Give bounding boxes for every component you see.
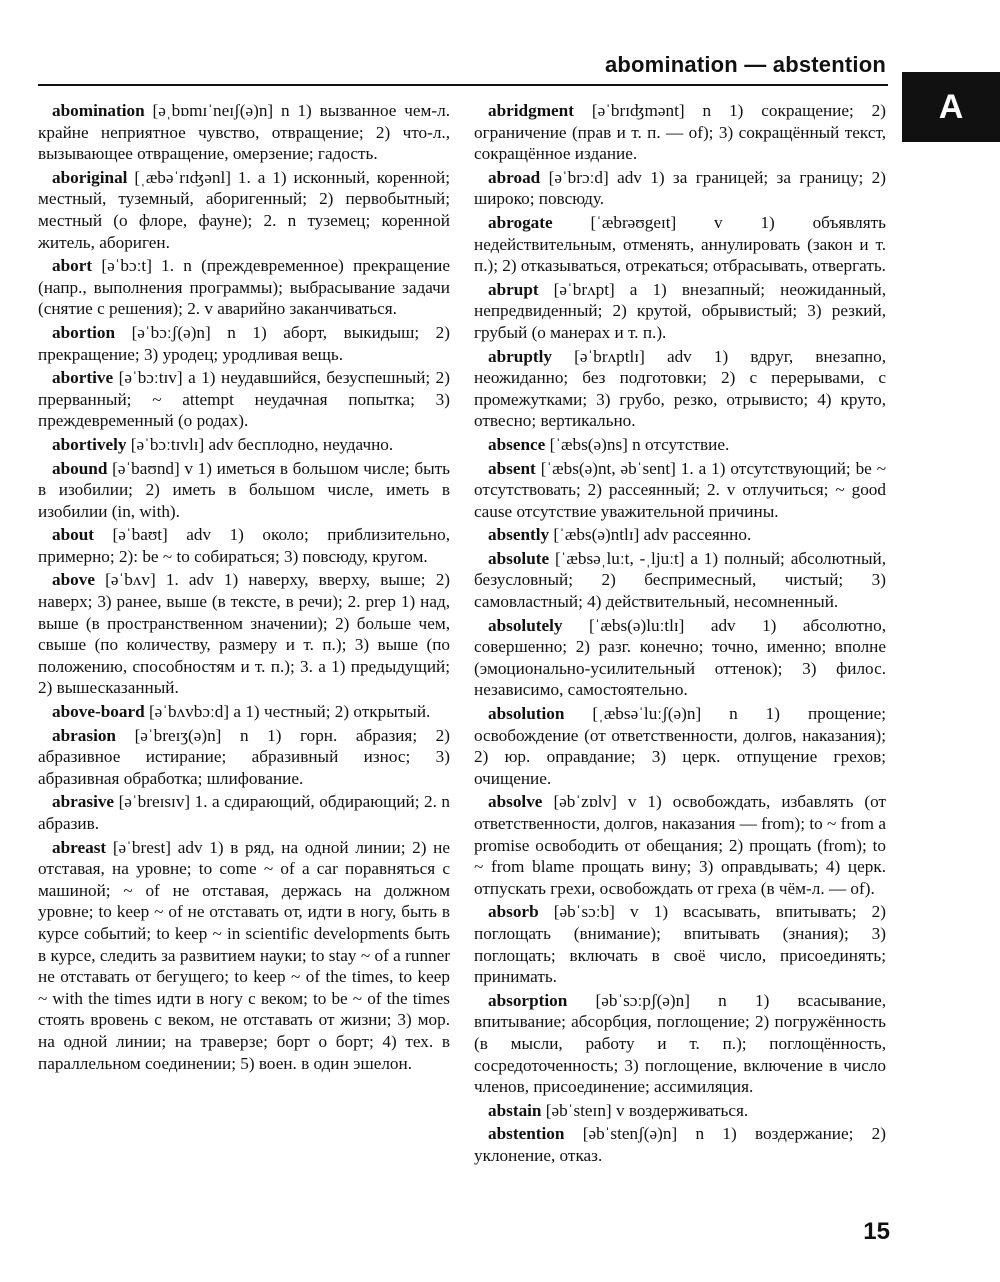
entry-definition: [ˈæbs(ə)luːtlɪ] adv 1) абсолютно, совершенно; 2) разг. конечно; точно, именно; вполне (эмоционально-усилительный оттенок); 3) филос. независимо, самостоятельно. <box>474 615 886 700</box>
entry-definition: [əbˈzɒlv] v 1) освобождать, избавлять (от ответственности, долгов, наказания — from); to ~ from a promise освободить от обещания; 2) прощать (from); to ~ from blame прощать вину; 3) оправдывать; 4) церк. отпускать грехи, освобождать от греха (в чём-л. — of). <box>474 792 887 898</box>
entry-definition: [əbˈsteɪn] v воздерживаться. <box>545 1100 749 1120</box>
entry-headword: abortion <box>52 322 116 342</box>
entry-headword: abstention <box>488 1124 565 1144</box>
dictionary-entry <box>474 212 886 277</box>
dictionary-entry <box>38 791 450 834</box>
entry-headword: abort <box>52 256 93 276</box>
dictionary-entry <box>474 901 886 987</box>
page-header-title: abomination — abstention <box>604 52 886 77</box>
entry-headword: above-board <box>52 702 145 722</box>
entry-definition: [əˈbaʊt] adv 1) около; приблизительно, примерно; 2): be ~ to собираться; 3) повсюду, кругом. <box>38 525 450 566</box>
entry-definition: [əˈbrʌptlɪ] adv 1) вдруг, внезапно, неожиданно; без подготовки; 2) с перерывами, с промежутками; 3) грубо, резко, отрывисто; 4) круто, отвесно; вертикально. <box>474 346 887 431</box>
dictionary-entry <box>474 791 886 899</box>
dictionary-entry <box>38 322 450 365</box>
entry-definition: [əˈbɔːt] 1. n (преждевременное) прекращение (напр., выполнения программы); выбрасывание задачи (снятие с решения); 2. v аварийно заканчиваться. <box>38 256 450 319</box>
entry-headword: abrupt <box>488 279 539 299</box>
entry-headword: above <box>52 570 95 590</box>
entry-definition: [ˈæbrəʊgeɪt] v 1) объявлять недействительным, отменять, аннулировать (закон и т. п.); 2) отказываться, отрекаться; отбрасывать, отвергать. <box>474 212 887 276</box>
entry-definition: [əˈbɔːtɪv] a 1) неудавшийся, безуспешный; 2) прерванный; ~ attempt неудачная попытка; 3) преждевременный (о родах). <box>38 368 451 431</box>
entry-definition: [əˈbreɪʒ(ə)n] n 1) горн. абразия; 2) абразивное истирание; абразивный износ; 3) абразивная обработка; шлифование. <box>38 725 450 788</box>
entry-definition: [əˈbreɪsɪv] 1. a сдирающий, обдирающий; 2. n абразив. <box>38 792 451 833</box>
entry-definition: [əˈbrest] adv 1) в ряд, на одной линии; 2) не отставая, на уровне; to come ~ of a car поравняться с машиной; ~ of не отставая, держась на должном уровне; to keep ~ of не отставать от, идти в ногу, быть в курсе событий; to keep ~ in scientific developments быть в курсе, следить за развитием науки; to stay ~ of a runner не отставать от бегущего; to keep ~ of the times, to keep ~ with the times идти в ногу с веком; to be ~ of the times стоять вровень с веком, не отставать от жизни; 3) мор. на одной линии; на траверзе; борт о борт; 4) тех. в параллельном соединении; 5) воен. в один эшелон. <box>38 837 451 1073</box>
header-rule <box>38 84 888 86</box>
dictionary-entry <box>474 100 886 165</box>
entry-headword: absolutely <box>488 615 563 635</box>
entry-headword: absolution <box>488 704 565 724</box>
dictionary-entry <box>474 167 886 210</box>
entry-headword: about <box>52 525 95 545</box>
entry-headword: abortive <box>52 368 114 388</box>
entry-headword: abridgment <box>488 101 574 120</box>
entry-definition: [əˈbɔːtɪvlɪ] adv бесплодно, неудачно. <box>130 434 394 454</box>
dictionary-entry <box>474 458 886 523</box>
entry-definition: [ˌæbəˈrɪʤənl] 1. a 1) исконный, коренной; местный, туземный, аборигенный; 2) первобытный; местный (о флоре, фауне); 2. n туземец; коренной житель, абориген. <box>38 167 450 252</box>
entry-definition: [əˈbʌv] 1. adv 1) наверху, вверху, выше; 2) наверх; 3) ранее, выше (в тексте, в речи); 2. prep 1) над, выше (в пространственном значении); 2) больше чем, свыше (по количеству, размеру и т. п.); 3) выше (по положению, способностям и т. п.); 3. a 1) предыдущий; 2) вышесказанный. <box>38 570 451 698</box>
entry-definition: [ˈæbsəˌluːt, -ˌljuːt] a 1) полный; абсолютный, безусловный; 2) беспримесный, чистый; 3) самовластный; 4) действительный, несомненный. <box>474 548 887 612</box>
entry-definition: [əbˈsɔːb] v 1) всасывать, впитывать; 2) поглощать (внимание); впитывать (знания); 3) поглощать; включать в своё число, присоединять; принимать. <box>474 902 887 987</box>
dictionary-entry <box>474 990 886 1098</box>
dictionary-entry <box>474 346 886 432</box>
dictionary-entry <box>38 524 450 567</box>
entry-definition: [əˈbrɔːd] adv 1) за границей; за границу; 2) широко; повсюду. <box>474 167 887 209</box>
dictionary-entry <box>474 615 886 701</box>
entry-definition: [əˈbʌvbɔːd] a 1) честный; 2) открытый. <box>148 702 431 722</box>
entry-headword: abrogate <box>488 212 553 232</box>
entry-headword: abreast <box>52 837 107 857</box>
dictionary-entry <box>38 569 450 699</box>
entry-headword: abomination <box>52 101 145 120</box>
right-column <box>474 100 886 1169</box>
entry-definition: [əˈbaʊnd] v 1) иметься в большом числе; быть в изобилии; 2) иметь в большом числе, иметь в изобилии (in, with). <box>38 458 450 521</box>
entry-headword: abrasion <box>52 725 116 745</box>
page-number: 15 <box>863 1218 890 1245</box>
dictionary-entry <box>38 837 450 1075</box>
entry-headword: absence <box>488 434 546 454</box>
entry-headword: absent <box>488 458 536 478</box>
entry-definition: [əbˈstenʃ(ə)n] n 1) воздержание; 2) уклонение, отказ. <box>474 1124 886 1165</box>
dictionary-entry <box>474 279 886 344</box>
left-column <box>38 100 450 1076</box>
entry-definition: [əbˈsɔːpʃ(ə)n] n 1) всасывание, впитывание; абсорбция, поглощение; 2) погружённость (в мысли, работу и т. п.); поглощённость, сосредоточенность; 3) поглощение, включение в число членов, присоединение; ассимиляция. <box>474 990 887 1097</box>
entry-headword: absorb <box>488 902 539 922</box>
entry-definition: [əˈbrɪʤmənt] n 1) сокращение; 2) ограничение (прав и т. п. — of); 3) сокращённый текст, сокращённое издание. <box>474 101 886 164</box>
dictionary-entry <box>38 458 450 523</box>
entry-headword: absolute <box>488 548 550 568</box>
dictionary-entry <box>38 167 450 253</box>
dictionary-entry <box>38 367 450 432</box>
entry-definition: [əˈbɔːʃ(ə)n] n 1) аборт, выкидыш; 2) прекращение; 3) уродец; уродливая вещь. <box>38 322 450 364</box>
dictionary-entry <box>474 1100 886 1122</box>
dictionary-entry <box>38 725 450 790</box>
letter-tab: A <box>902 72 1000 142</box>
entry-headword: abruptly <box>488 346 552 366</box>
dictionary-entry <box>474 434 886 456</box>
entry-headword: absolve <box>488 792 543 812</box>
dictionary-entry <box>474 524 886 546</box>
dictionary-entry <box>474 548 886 613</box>
dictionary-entry <box>38 701 450 723</box>
entry-headword: abrasive <box>52 792 115 812</box>
dictionary-entry <box>474 703 886 789</box>
entry-definition: [ˈæbs(ə)ntlɪ] adv рассеянно. <box>553 525 752 545</box>
entry-headword: abstain <box>488 1100 542 1120</box>
entry-definition: [əˌbɒmɪˈneɪʃ(ə)n] n 1) вызванное чем-л. крайне неприятное чувство, отвращение; 2) что-л., вызывающее отвращение, омерзение; гадость. <box>38 101 450 164</box>
dictionary-entry <box>38 434 450 456</box>
entry-definition: [əˈbrʌpt] a 1) внезапный; неожиданный, непредвиденный; 2) крутой, обрывистый; 3) резкий, грубый (о манерах и т. п.). <box>474 279 886 342</box>
entry-headword: absently <box>488 525 550 545</box>
dictionary-entry <box>38 255 450 320</box>
entry-definition: [ˈæbs(ə)nt, əbˈsent] 1. a 1) отсутствующий; be ~ отсутствовать; 2) рассеянный; 2. v отлучиться; ~ good cause отсутствие уважительной причины. <box>474 458 887 521</box>
dictionary-entry <box>474 1123 886 1166</box>
entry-headword: abound <box>52 458 108 478</box>
entry-headword: abroad <box>488 167 541 187</box>
entry-definition: [ˌæbsəˈluːʃ(ə)n] n 1) прощение; освобождение (от ответственности, долгов, наказания); 2) юр. оправдание; 3) церк. отпущение грехов; очищение. <box>474 704 886 788</box>
entry-headword: abortively <box>52 434 127 454</box>
entry-headword: aboriginal <box>52 167 128 187</box>
dictionary-entry <box>38 100 450 165</box>
entry-headword: absorption <box>488 990 568 1010</box>
entry-definition: [ˈæbs(ə)ns] n отсутствие. <box>549 434 730 454</box>
